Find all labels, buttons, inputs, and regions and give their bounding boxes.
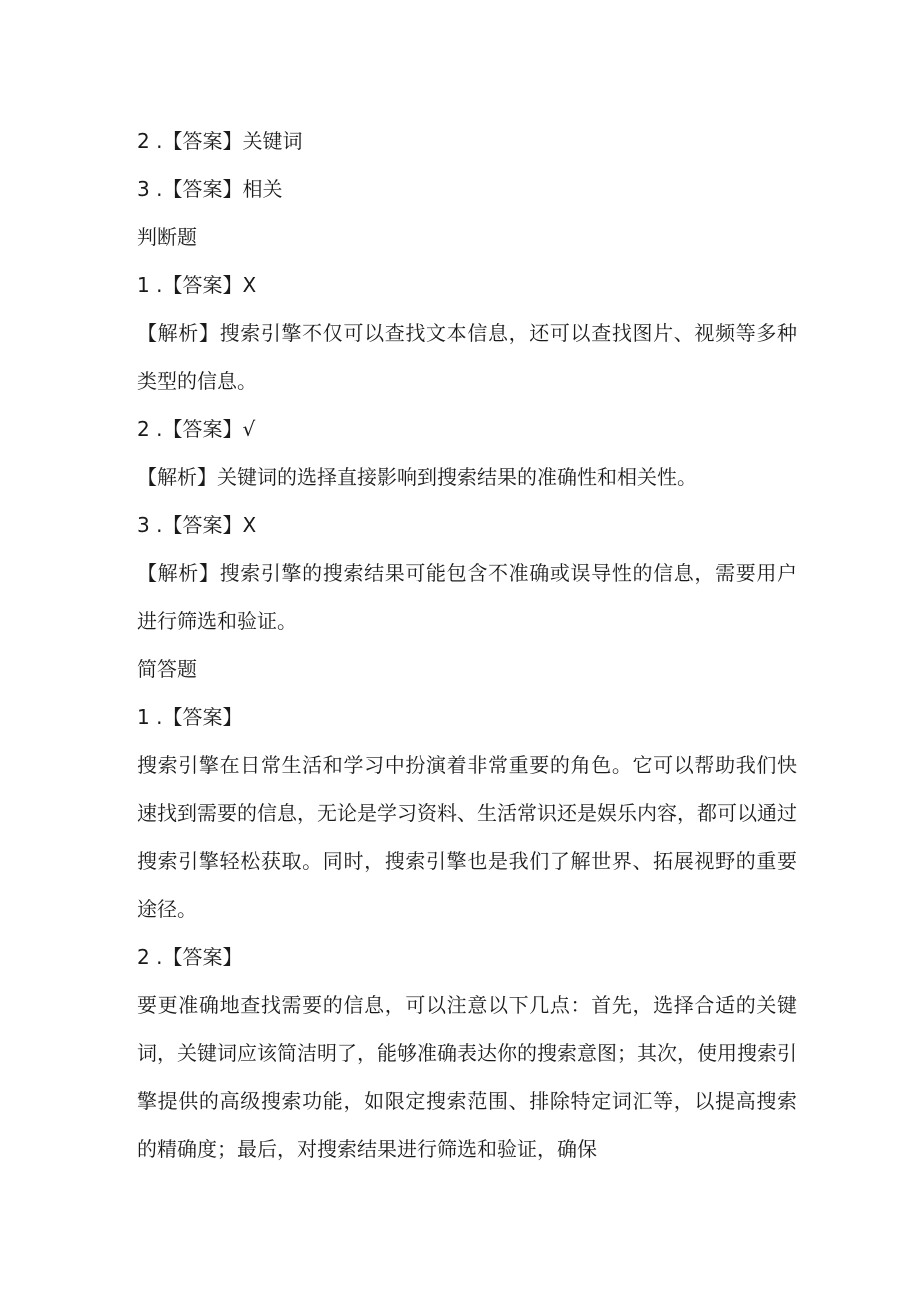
section-heading: 简答题	[137, 657, 197, 681]
explanation-line: 进行筛选和验证。	[137, 609, 297, 633]
paragraph-line: 搜索引擎在日常生活和学习中扮演着非常重要的角色。它可以帮助我们快	[137, 753, 797, 777]
answer-line: 1 .【答案】X	[137, 273, 257, 297]
paragraph-line: 擎提供的高级搜索功能，如限定搜索范围、排除特定词汇等，以提高搜索	[137, 1089, 797, 1113]
answer-line: 3 .【答案】相关	[137, 177, 283, 201]
section-heading: 判断题	[137, 225, 197, 249]
explanation-line: 类型的信息。	[137, 369, 257, 393]
explanation-line: 【解析】搜索引擎不仅可以查找文本信息，还可以查找图片、视频等多种	[137, 321, 797, 345]
answer-line: 2 .【答案】√	[137, 417, 256, 441]
paragraph-line: 的精确度；最后，对搜索结果进行筛选和验证，确保	[137, 1137, 597, 1161]
answer-line: 3 .【答案】X	[137, 513, 257, 537]
explanation-line: 【解析】搜索引擎的搜索结果可能包含不准确或误导性的信息，需要用户	[137, 561, 797, 585]
answer-line: 1 .【答案】	[137, 705, 243, 729]
paragraph-line: 途径。	[137, 897, 197, 921]
answer-line: 2 .【答案】	[137, 945, 243, 969]
explanation-line: 【解析】关键词的选择直接影响到搜索结果的准确性和相关性。	[137, 465, 697, 489]
paragraph-line: 词，关键词应该简洁明了，能够准确表达你的搜索意图；其次，使用搜索引	[137, 1041, 797, 1065]
paragraph-line: 要更准确地查找需要的信息，可以注意以下几点：首先，选择合适的关键	[137, 993, 797, 1017]
answer-text-block	[137, 117, 797, 1173]
answer-line: 2 .【答案】关键词	[137, 129, 303, 153]
paragraph-line: 速找到需要的信息，无论是学习资料、生活常识还是娱乐内容，都可以通过	[137, 801, 797, 825]
paragraph-line: 搜索引擎轻松获取。同时，搜索引擎也是我们了解世界、拓展视野的重要	[137, 849, 797, 873]
